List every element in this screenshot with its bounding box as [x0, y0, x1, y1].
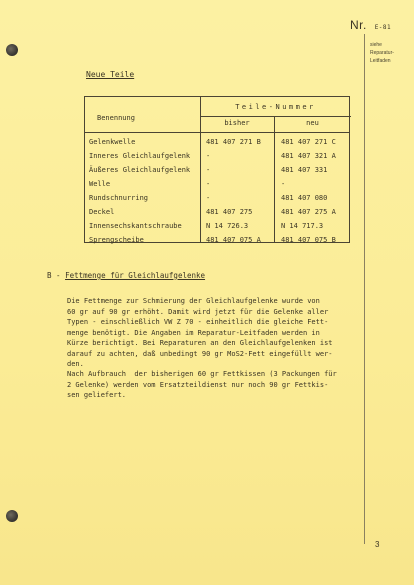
table-row [85, 138, 349, 152]
part-number-new: 481 407 275 A [281, 208, 336, 216]
part-number-previous: - [206, 194, 211, 202]
margin-note: siehe Reparatur- Leitfaden [370, 42, 394, 64]
part-number-new: 481 407 075 B [281, 236, 336, 244]
part-number-previous: N 14 726.3 [206, 222, 249, 230]
part-name: Inneres Gleichlaufgelenk [89, 152, 191, 160]
table-row [85, 152, 349, 166]
part-name: Welle [89, 180, 111, 188]
table-row [85, 222, 349, 236]
section-title-new-parts: Neue Teile [86, 70, 135, 79]
table-header-name: Benennung [97, 114, 135, 122]
table-header-new: neu [306, 119, 319, 127]
paragraph-grease-quantity: Die Fettmenge zur Schmierung der Gleichlaufgelenke wurde von 60 gr auf 90 gr erhöht. Damit wird jetzt für die Gelenke aller Typen - einschließlich VW Z 70 - einheitlich die gleiche Fett- menge benötigt. Die Angaben im Reparatur-Leitfaden werden in Kürze berichtigt. Bei Reparaturen an den Gleichlaufgelenken ist darauf zu achten, daß unbedingt 90 gr MoS2-Fett eingefüllt wer- den. [67, 297, 333, 368]
table-row [85, 194, 349, 208]
part-name: Sprengscheibe [89, 236, 144, 244]
part-number-previous: 481 407 075 A [206, 236, 261, 244]
part-number-new: 481 407 080 [281, 194, 328, 202]
part-name: Gelenkwelle [89, 138, 136, 146]
document-number [350, 18, 391, 32]
table-header-rule [85, 132, 349, 133]
part-number-new: - [281, 180, 286, 188]
document-number-value: E-81 [374, 24, 392, 31]
page-number: 3 [375, 540, 380, 549]
part-number-previous: 481 407 275 [206, 208, 253, 216]
margin-rule [364, 34, 365, 544]
section-prefix: B - [47, 271, 66, 280]
part-name: Deckel [89, 208, 115, 216]
part-number-previous: - [206, 152, 211, 160]
part-name: Rundschnurring [89, 194, 149, 202]
part-name: Äußeres Gleichlaufgelenk [89, 166, 191, 174]
part-number-previous: - [206, 180, 211, 188]
part-number-new: 481 407 271 C [281, 138, 336, 146]
part-number-new: N 14 717.3 [281, 222, 324, 230]
table-header-previous: bisher [224, 119, 250, 127]
table-row [85, 166, 349, 180]
part-number-previous: 481 407 271 B [206, 138, 261, 146]
document-number-label: Nr. [350, 18, 367, 32]
paragraph-grease-supply: Nach Aufbrauch der bisherigen 60 gr Fettkissen (3 Packungen für 2 Gelenke) werden vom Ersatzteildienst nur noch 90 gr Fettkis- sen geliefert. [67, 370, 337, 399]
parts-table [84, 96, 350, 243]
part-number-previous: - [206, 166, 211, 174]
section-title-grease: Fettmenge für Gleichlaufgelenke [65, 271, 206, 280]
part-number-new: 481 407 331 [281, 166, 328, 174]
table-row [85, 236, 349, 250]
part-number-new: 481 407 321 A [281, 152, 336, 160]
table-header-part-number: Teile-Nummer [235, 103, 316, 111]
table-body [85, 138, 349, 250]
punch-hole-top [6, 44, 18, 56]
table-row [85, 208, 349, 222]
table-subheader-rule [200, 116, 351, 117]
part-name: Innensechskantschraube [89, 222, 182, 230]
table-row [85, 180, 349, 194]
punch-hole-bottom [6, 510, 18, 522]
section-heading-grease [47, 271, 205, 280]
